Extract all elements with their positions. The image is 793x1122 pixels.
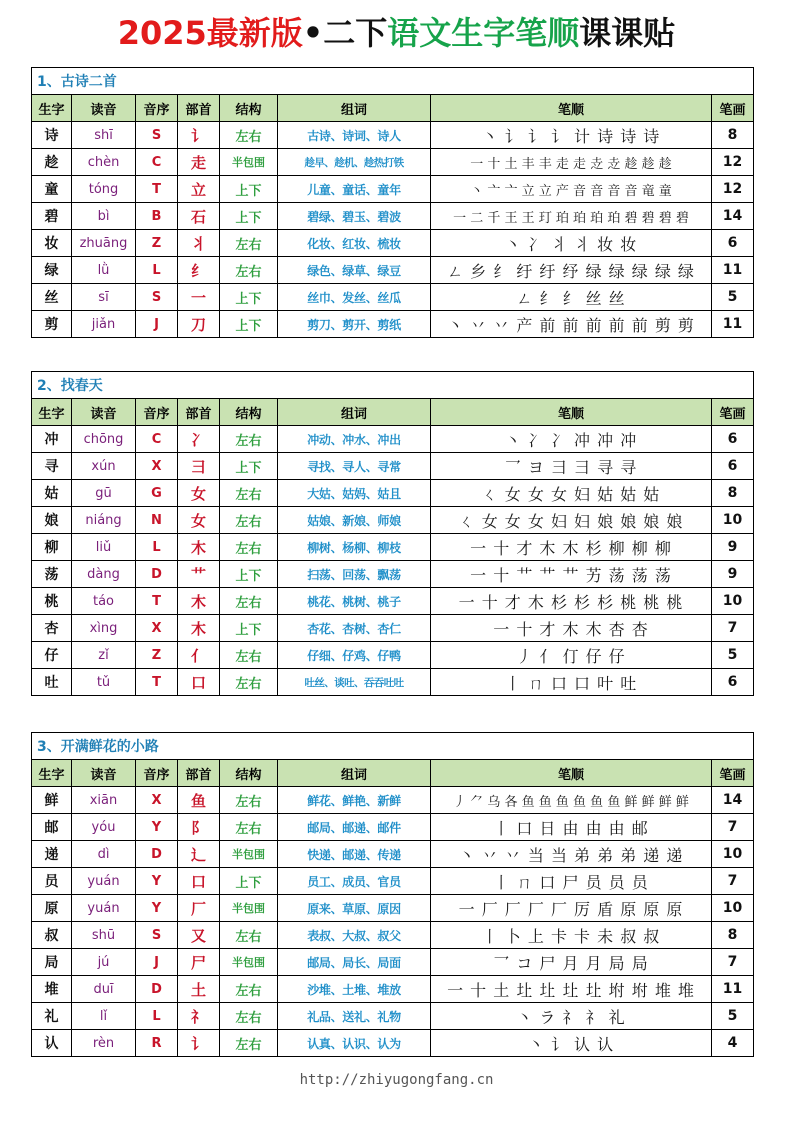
page-title bbox=[0, 10, 793, 56]
cell-pinyin: rèn bbox=[72, 1030, 136, 1057]
cell-count: 7 bbox=[712, 868, 754, 895]
cell-strokes: 一 十 土 丰 丰 走 走 赱 赱 趁 趁 趁 bbox=[431, 149, 712, 176]
table-row bbox=[32, 149, 754, 176]
cell-radical: 女 bbox=[178, 480, 220, 507]
cell-char: 仔 bbox=[32, 642, 72, 669]
table-row bbox=[32, 841, 754, 868]
cell-count: 8 bbox=[712, 480, 754, 507]
cell-words: 仔细、仔鸡、仔鸭 bbox=[278, 642, 431, 669]
col-header-structure: 结构 bbox=[220, 399, 278, 426]
cell-words: 邮局、局长、局面 bbox=[278, 949, 431, 976]
table-row bbox=[32, 480, 754, 507]
cell-count: 8 bbox=[712, 922, 754, 949]
cell-pinyin: zǐ bbox=[72, 642, 136, 669]
cell-order: C bbox=[136, 426, 178, 453]
cell-structure: 左右 bbox=[220, 257, 278, 284]
cell-count: 5 bbox=[712, 642, 754, 669]
cell-count: 9 bbox=[712, 534, 754, 561]
cell-structure: 左右 bbox=[220, 230, 278, 257]
cell-structure: 上下 bbox=[220, 453, 278, 480]
cell-structure: 左右 bbox=[220, 787, 278, 814]
col-header-order: 音序 bbox=[136, 95, 178, 122]
cell-words: 认真、认识、认为 bbox=[278, 1030, 431, 1057]
col-header-strokes: 笔顺 bbox=[431, 399, 712, 426]
table-row bbox=[32, 426, 754, 453]
cell-radical: 礻 bbox=[178, 1003, 220, 1030]
cell-structure: 上下 bbox=[220, 284, 278, 311]
col-header-count: 笔画 bbox=[712, 95, 754, 122]
cell-structure: 左右 bbox=[220, 976, 278, 1003]
cell-char: 趁 bbox=[32, 149, 72, 176]
cell-structure: 半包围 bbox=[220, 149, 278, 176]
cell-radical: 土 bbox=[178, 976, 220, 1003]
cell-count: 5 bbox=[712, 284, 754, 311]
cell-order: D bbox=[136, 561, 178, 588]
cell-count: 9 bbox=[712, 561, 754, 588]
cell-pinyin: gū bbox=[72, 480, 136, 507]
cell-order: C bbox=[136, 149, 178, 176]
table-row bbox=[32, 203, 754, 230]
table-row bbox=[32, 257, 754, 284]
cell-count: 7 bbox=[712, 814, 754, 841]
cell-words: 柳树、杨柳、柳枝 bbox=[278, 534, 431, 561]
cell-strokes: 丨 ㄇ 口 尸 员 员 员 bbox=[431, 868, 712, 895]
cell-radical: 纟 bbox=[178, 257, 220, 284]
cell-order: L bbox=[136, 534, 178, 561]
cell-pinyin: shū bbox=[72, 922, 136, 949]
cell-order: S bbox=[136, 284, 178, 311]
header-row bbox=[32, 95, 754, 122]
cell-count: 11 bbox=[712, 257, 754, 284]
cell-count: 6 bbox=[712, 669, 754, 696]
cell-pinyin: xún bbox=[72, 453, 136, 480]
cell-words: 化妆、红妆、梳妆 bbox=[278, 230, 431, 257]
cell-char: 绿 bbox=[32, 257, 72, 284]
cell-words: 儿童、童话、童年 bbox=[278, 176, 431, 203]
cell-strokes: 丨 卜 上 卡 卡 未 叔 叔 bbox=[431, 922, 712, 949]
cell-char: 堆 bbox=[32, 976, 72, 1003]
cell-words: 邮局、邮递、邮件 bbox=[278, 814, 431, 841]
cell-char: 礼 bbox=[32, 1003, 72, 1030]
cell-strokes: 丶 丷 丷 当 当 弟 弟 弟 递 递 bbox=[431, 841, 712, 868]
cell-strokes: 丨 口 日 由 由 由 邮 bbox=[431, 814, 712, 841]
cell-structure: 左右 bbox=[220, 480, 278, 507]
cell-count: 11 bbox=[712, 976, 754, 1003]
cell-radical: 厂 bbox=[178, 895, 220, 922]
cell-words: 大姑、姑妈、姑且 bbox=[278, 480, 431, 507]
cell-radical: 女 bbox=[178, 507, 220, 534]
cell-pinyin: jiǎn bbox=[72, 311, 136, 338]
table-row bbox=[32, 868, 754, 895]
cell-words: 姑娘、新娘、师娘 bbox=[278, 507, 431, 534]
cell-radical: 彐 bbox=[178, 453, 220, 480]
cell-words: 碧绿、碧玉、碧波 bbox=[278, 203, 431, 230]
cell-radical: 讠 bbox=[178, 1030, 220, 1057]
cell-strokes: 乛 コ 尸 月 月 局 局 bbox=[431, 949, 712, 976]
table-row bbox=[32, 669, 754, 696]
cell-strokes: 丶 亠 亠 立 立 产 音 音 音 音 竜 童 bbox=[431, 176, 712, 203]
cell-order: R bbox=[136, 1030, 178, 1057]
cell-radical: 口 bbox=[178, 669, 220, 696]
title-suffix: 课课贴 bbox=[579, 14, 676, 52]
table-row bbox=[32, 642, 754, 669]
cell-words: 趁早、趁机、趁热打铁 bbox=[278, 149, 431, 176]
col-header-pinyin: 读音 bbox=[72, 760, 136, 787]
cell-structure: 左右 bbox=[220, 642, 278, 669]
cell-pinyin: bì bbox=[72, 203, 136, 230]
cell-words: 古诗、诗词、诗人 bbox=[278, 122, 431, 149]
cell-pinyin: shī bbox=[72, 122, 136, 149]
cell-radical: 口 bbox=[178, 868, 220, 895]
cell-radical: 阝 bbox=[178, 814, 220, 841]
cell-count: 10 bbox=[712, 507, 754, 534]
table-row bbox=[32, 122, 754, 149]
table-row bbox=[32, 453, 754, 480]
cell-words: 吐丝、谈吐、吞吞吐吐 bbox=[278, 669, 431, 696]
cell-char: 寻 bbox=[32, 453, 72, 480]
cell-strokes: ㄑ 女 女 女 妇 妇 娘 娘 娘 娘 bbox=[431, 507, 712, 534]
cell-radical: 艹 bbox=[178, 561, 220, 588]
cell-pinyin: lǐ bbox=[72, 1003, 136, 1030]
cell-char: 妆 bbox=[32, 230, 72, 257]
cell-pinyin: táo bbox=[72, 588, 136, 615]
cell-count: 10 bbox=[712, 588, 754, 615]
cell-radical: 冫 bbox=[178, 426, 220, 453]
footer-url: http://zhiyugongfang.cn bbox=[299, 1072, 494, 1088]
cell-count: 7 bbox=[712, 949, 754, 976]
header-row bbox=[32, 399, 754, 426]
cell-char: 局 bbox=[32, 949, 72, 976]
cell-radical: 一 bbox=[178, 284, 220, 311]
cell-structure: 上下 bbox=[220, 868, 278, 895]
cell-words: 绿色、绿草、绿豆 bbox=[278, 257, 431, 284]
col-header-words: 组词 bbox=[278, 760, 431, 787]
cell-strokes: 一 厂 厂 厂 厂 厉 盾 原 原 原 bbox=[431, 895, 712, 922]
cell-count: 10 bbox=[712, 895, 754, 922]
col-header-count: 笔画 bbox=[712, 399, 754, 426]
cell-words: 员工、成员、官员 bbox=[278, 868, 431, 895]
cell-structure: 上下 bbox=[220, 311, 278, 338]
cell-structure: 半包围 bbox=[220, 895, 278, 922]
table-row bbox=[32, 976, 754, 1003]
cell-count: 14 bbox=[712, 203, 754, 230]
cell-structure: 上下 bbox=[220, 203, 278, 230]
cell-strokes: 丶 讠 认 认 bbox=[431, 1030, 712, 1057]
cell-radical: 石 bbox=[178, 203, 220, 230]
cell-pinyin: chèn bbox=[72, 149, 136, 176]
cell-radical: 木 bbox=[178, 588, 220, 615]
cell-strokes: 一 十 才 木 木 杉 柳 柳 柳 bbox=[431, 534, 712, 561]
cell-structure: 半包围 bbox=[220, 949, 278, 976]
cell-char: 诗 bbox=[32, 122, 72, 149]
cell-char: 邮 bbox=[32, 814, 72, 841]
cell-char: 姑 bbox=[32, 480, 72, 507]
col-header-words: 组词 bbox=[278, 95, 431, 122]
title-grade: •二下 bbox=[302, 14, 388, 52]
cell-radical: 木 bbox=[178, 534, 220, 561]
cell-words: 礼品、送礼、礼物 bbox=[278, 1003, 431, 1030]
cell-pinyin: dàng bbox=[72, 561, 136, 588]
table-row bbox=[32, 507, 754, 534]
cell-strokes: 丶 冫 冫 冲 冲 冲 bbox=[431, 426, 712, 453]
cell-strokes: 一 十 才 木 杉 杉 杉 桃 桃 桃 bbox=[431, 588, 712, 615]
cell-words: 扫荡、回荡、飘荡 bbox=[278, 561, 431, 588]
cell-char: 鲜 bbox=[32, 787, 72, 814]
cell-words: 剪刀、剪开、剪纸 bbox=[278, 311, 431, 338]
col-header-radical: 部首 bbox=[178, 760, 220, 787]
header-row bbox=[32, 760, 754, 787]
cell-structure: 左右 bbox=[220, 588, 278, 615]
table-row bbox=[32, 176, 754, 203]
cell-words: 快递、邮递、传递 bbox=[278, 841, 431, 868]
cell-words: 杏花、杏树、杏仁 bbox=[278, 615, 431, 642]
col-header-order: 音序 bbox=[136, 760, 178, 787]
cell-strokes: 一 十 艹 艹 艹 艻 荡 荡 荡 bbox=[431, 561, 712, 588]
cell-radical: 丬 bbox=[178, 230, 220, 257]
cell-structure: 上下 bbox=[220, 615, 278, 642]
cell-structure: 上下 bbox=[220, 561, 278, 588]
cell-structure: 半包围 bbox=[220, 841, 278, 868]
cell-radical: 木 bbox=[178, 615, 220, 642]
cell-strokes: 丶 讠 讠 讠 计 诗 诗 诗 bbox=[431, 122, 712, 149]
cell-order: S bbox=[136, 922, 178, 949]
col-header-char: 生字 bbox=[32, 399, 72, 426]
cell-char: 认 bbox=[32, 1030, 72, 1057]
cell-pinyin: tóng bbox=[72, 176, 136, 203]
cell-strokes: 一 二 千 王 王 玎 珀 珀 珀 珀 碧 碧 碧 碧 bbox=[431, 203, 712, 230]
cell-order: T bbox=[136, 669, 178, 696]
cell-char: 冲 bbox=[32, 426, 72, 453]
col-header-structure: 结构 bbox=[220, 95, 278, 122]
table-row bbox=[32, 230, 754, 257]
section-table bbox=[31, 371, 754, 696]
cell-strokes: 一 十 土 圵 圵 圵 圵 坿 坿 堆 堆 bbox=[431, 976, 712, 1003]
cell-strokes: 丿 ⺈ 乌 各 鱼 鱼 鱼 鱼 鱼 鱼 鲜 鲜 鲜 鲜 bbox=[431, 787, 712, 814]
cell-structure: 左右 bbox=[220, 814, 278, 841]
cell-structure: 左右 bbox=[220, 122, 278, 149]
cell-char: 员 bbox=[32, 868, 72, 895]
cell-char: 娘 bbox=[32, 507, 72, 534]
title-edition: 2025最新版 bbox=[117, 14, 303, 52]
cell-radical: 讠 bbox=[178, 122, 220, 149]
table-row bbox=[32, 615, 754, 642]
table-row bbox=[32, 311, 754, 338]
cell-order: N bbox=[136, 507, 178, 534]
cell-structure: 左右 bbox=[220, 1030, 278, 1057]
cell-words: 鲜花、鲜艳、新鲜 bbox=[278, 787, 431, 814]
section-table bbox=[31, 67, 754, 338]
cell-words: 寻找、寻人、寻常 bbox=[278, 453, 431, 480]
col-header-structure: 结构 bbox=[220, 760, 278, 787]
cell-char: 童 bbox=[32, 176, 72, 203]
cell-order: Z bbox=[136, 642, 178, 669]
table-row bbox=[32, 895, 754, 922]
cell-char: 递 bbox=[32, 841, 72, 868]
cell-order: B bbox=[136, 203, 178, 230]
col-header-radical: 部首 bbox=[178, 95, 220, 122]
cell-order: D bbox=[136, 841, 178, 868]
cell-count: 4 bbox=[712, 1030, 754, 1057]
cell-pinyin: yóu bbox=[72, 814, 136, 841]
cell-strokes: 丶 丷 丷 产 前 前 前 前 前 剪 剪 bbox=[431, 311, 712, 338]
section-table bbox=[31, 732, 754, 1057]
cell-words: 表叔、大叔、叔父 bbox=[278, 922, 431, 949]
col-header-char: 生字 bbox=[32, 95, 72, 122]
cell-order: D bbox=[136, 976, 178, 1003]
cell-count: 12 bbox=[712, 176, 754, 203]
cell-structure: 左右 bbox=[220, 534, 278, 561]
cell-pinyin: liǔ bbox=[72, 534, 136, 561]
cell-radical: 亻 bbox=[178, 642, 220, 669]
cell-order: J bbox=[136, 311, 178, 338]
cell-order: Y bbox=[136, 895, 178, 922]
cell-radical: 辶 bbox=[178, 841, 220, 868]
col-header-radical: 部首 bbox=[178, 399, 220, 426]
cell-char: 剪 bbox=[32, 311, 72, 338]
col-header-count: 笔画 bbox=[712, 760, 754, 787]
col-header-pinyin: 读音 bbox=[72, 95, 136, 122]
cell-strokes: 丶 冫 丬 丬 妆 妆 bbox=[431, 230, 712, 257]
table-row bbox=[32, 534, 754, 561]
col-header-order: 音序 bbox=[136, 399, 178, 426]
cell-char: 原 bbox=[32, 895, 72, 922]
cell-count: 8 bbox=[712, 122, 754, 149]
table-row bbox=[32, 588, 754, 615]
cell-strokes: ㄥ 纟 纟 丝 丝 bbox=[431, 284, 712, 311]
cell-pinyin: yuán bbox=[72, 868, 136, 895]
cell-pinyin: jú bbox=[72, 949, 136, 976]
cell-words: 沙堆、土堆、堆放 bbox=[278, 976, 431, 1003]
cell-count: 12 bbox=[712, 149, 754, 176]
col-header-pinyin: 读音 bbox=[72, 399, 136, 426]
cell-count: 10 bbox=[712, 841, 754, 868]
cell-radical: 又 bbox=[178, 922, 220, 949]
cell-char: 丝 bbox=[32, 284, 72, 311]
table-row bbox=[32, 922, 754, 949]
cell-char: 杏 bbox=[32, 615, 72, 642]
cell-structure: 左右 bbox=[220, 1003, 278, 1030]
cell-order: S bbox=[136, 122, 178, 149]
cell-strokes: ㄑ 女 女 女 妇 姑 姑 姑 bbox=[431, 480, 712, 507]
cell-strokes: 丿 亻 仃 仔 仔 bbox=[431, 642, 712, 669]
cell-char: 荡 bbox=[32, 561, 72, 588]
cell-count: 14 bbox=[712, 787, 754, 814]
cell-pinyin: dì bbox=[72, 841, 136, 868]
cell-pinyin: sī bbox=[72, 284, 136, 311]
cell-words: 桃花、桃树、桃子 bbox=[278, 588, 431, 615]
cell-count: 6 bbox=[712, 453, 754, 480]
cell-radical: 尸 bbox=[178, 949, 220, 976]
cell-structure: 左右 bbox=[220, 922, 278, 949]
cell-radical: 走 bbox=[178, 149, 220, 176]
cell-order: G bbox=[136, 480, 178, 507]
table-row bbox=[32, 1030, 754, 1057]
cell-structure: 上下 bbox=[220, 176, 278, 203]
table-row bbox=[32, 284, 754, 311]
cell-count: 11 bbox=[712, 311, 754, 338]
cell-order: X bbox=[136, 453, 178, 480]
cell-structure: 左右 bbox=[220, 426, 278, 453]
cell-words: 冲动、冲水、冲出 bbox=[278, 426, 431, 453]
col-header-char: 生字 bbox=[32, 760, 72, 787]
cell-pinyin: chōng bbox=[72, 426, 136, 453]
cell-structure: 左右 bbox=[220, 669, 278, 696]
cell-char: 碧 bbox=[32, 203, 72, 230]
cell-pinyin: xìng bbox=[72, 615, 136, 642]
cell-strokes: ㄥ 乡 纟 纡 纡 纾 绿 绿 绿 绿 绿 bbox=[431, 257, 712, 284]
section-title: 1、古诗二首 bbox=[32, 68, 754, 95]
cell-words: 丝巾、发丝、丝瓜 bbox=[278, 284, 431, 311]
cell-pinyin: lǜ bbox=[72, 257, 136, 284]
cell-char: 叔 bbox=[32, 922, 72, 949]
cell-strokes: 丨 ㄇ 口 口 叶 吐 bbox=[431, 669, 712, 696]
cell-order: J bbox=[136, 949, 178, 976]
cell-order: X bbox=[136, 615, 178, 642]
cell-pinyin: duī bbox=[72, 976, 136, 1003]
cell-order: L bbox=[136, 1003, 178, 1030]
cell-count: 5 bbox=[712, 1003, 754, 1030]
col-header-strokes: 笔顺 bbox=[431, 95, 712, 122]
cell-pinyin: niáng bbox=[72, 507, 136, 534]
cell-pinyin: yuán bbox=[72, 895, 136, 922]
table-row bbox=[32, 561, 754, 588]
cell-pinyin: zhuāng bbox=[72, 230, 136, 257]
table-row bbox=[32, 787, 754, 814]
cell-order: L bbox=[136, 257, 178, 284]
cell-char: 柳 bbox=[32, 534, 72, 561]
col-header-words: 组词 bbox=[278, 399, 431, 426]
cell-order: Z bbox=[136, 230, 178, 257]
cell-pinyin: tǔ bbox=[72, 669, 136, 696]
cell-order: T bbox=[136, 588, 178, 615]
cell-radical: 立 bbox=[178, 176, 220, 203]
title-subject: 语文生字笔顺 bbox=[387, 14, 580, 52]
cell-order: X bbox=[136, 787, 178, 814]
cell-radical: 鱼 bbox=[178, 787, 220, 814]
cell-order: T bbox=[136, 176, 178, 203]
cell-order: Y bbox=[136, 868, 178, 895]
cell-order: Y bbox=[136, 814, 178, 841]
section-title: 3、开满鲜花的小路 bbox=[32, 733, 754, 760]
section-title: 2、找春天 bbox=[32, 372, 754, 399]
cell-strokes: 一 十 才 木 木 杏 杏 bbox=[431, 615, 712, 642]
cell-structure: 左右 bbox=[220, 507, 278, 534]
col-header-strokes: 笔顺 bbox=[431, 760, 712, 787]
cell-count: 7 bbox=[712, 615, 754, 642]
cell-count: 6 bbox=[712, 230, 754, 257]
cell-words: 原来、草原、原因 bbox=[278, 895, 431, 922]
table-row bbox=[32, 1003, 754, 1030]
table-row bbox=[32, 814, 754, 841]
cell-radical: 刀 bbox=[178, 311, 220, 338]
cell-strokes: 乛 ヨ 彐 ⺕ 寻 寻 bbox=[431, 453, 712, 480]
cell-char: 吐 bbox=[32, 669, 72, 696]
cell-pinyin: xiān bbox=[72, 787, 136, 814]
cell-char: 桃 bbox=[32, 588, 72, 615]
table-row bbox=[32, 949, 754, 976]
cell-strokes: 丶 ラ 礻 礻 礼 bbox=[431, 1003, 712, 1030]
cell-count: 6 bbox=[712, 426, 754, 453]
